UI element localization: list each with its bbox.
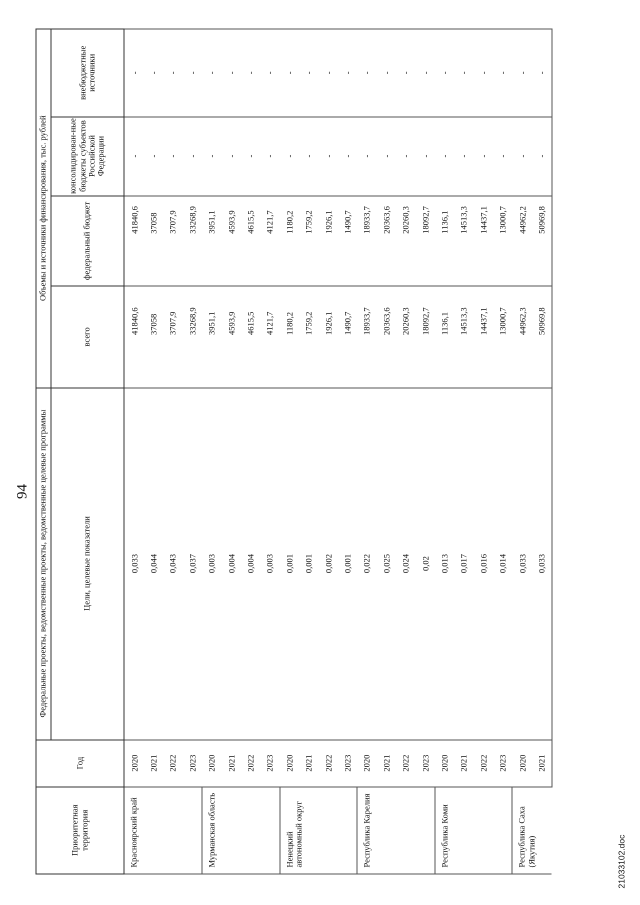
cell-total: 1759,2 — [299, 286, 318, 387]
cell-total: 4593,9 — [221, 286, 240, 387]
cell-target: 0,044 — [144, 388, 163, 740]
cell-target: 0,022 — [357, 388, 376, 740]
cell-total: 20260,3 — [396, 286, 415, 387]
funding-table — [36, 29, 553, 875]
page-number: 94 — [14, 484, 31, 499]
cell-territory: Мурманская область — [202, 787, 280, 874]
cell-extra: - — [124, 29, 144, 117]
cell-year: 2020 — [124, 740, 144, 787]
cell-target: 0,001 — [338, 388, 357, 740]
table-row — [260, 29, 279, 874]
cell-target: 0,033 — [124, 388, 144, 740]
cell-total: 33268,9 — [183, 286, 202, 387]
cell-regional: - — [493, 117, 512, 196]
table-row — [338, 29, 357, 874]
cell-extra: - — [493, 29, 512, 117]
cell-total: 37058 — [144, 286, 163, 387]
col-territory: Приоритетная территория — [36, 787, 124, 874]
table-row — [202, 29, 221, 874]
table-row — [454, 29, 473, 874]
cell-target: 0,033 — [532, 388, 552, 740]
table-row — [415, 29, 434, 874]
cell-federal: 37058 — [144, 196, 163, 287]
cell-regional: - — [183, 117, 202, 196]
cell-federal: 1136,1 — [435, 196, 454, 287]
cell-total: 1926,1 — [318, 286, 337, 387]
cell-federal: 4121,7 — [260, 196, 279, 287]
table-row — [163, 29, 182, 874]
cell-total: 1136,1 — [435, 286, 454, 387]
cell-total: 14513,3 — [454, 286, 473, 387]
table-row — [318, 29, 337, 874]
cell-federal: 14513,3 — [454, 196, 473, 287]
table-row — [377, 29, 396, 874]
cell-year: 2022 — [318, 740, 337, 787]
col-targets: Цели, целевые показатели — [51, 388, 124, 740]
cell-target: 0,02 — [415, 388, 434, 740]
cell-year: 2021 — [532, 740, 552, 787]
cell-federal: 20260,3 — [396, 196, 415, 287]
cell-year: 2020 — [202, 740, 221, 787]
cell-year: 2020 — [435, 740, 454, 787]
cell-extra: - — [318, 29, 337, 117]
cell-territory: Ненецкий автономный округ — [280, 787, 358, 874]
cell-extra: - — [260, 29, 279, 117]
cell-total: 20363,6 — [377, 286, 396, 387]
cell-total: 50969,8 — [532, 286, 552, 387]
cell-year: 2021 — [377, 740, 396, 787]
cell-total: 4121,7 — [260, 286, 279, 387]
cell-target: 0,017 — [454, 388, 473, 740]
cell-extra: - — [299, 29, 318, 117]
cell-extra: - — [202, 29, 221, 117]
table-row — [532, 29, 552, 874]
cell-federal: 20363,6 — [377, 196, 396, 287]
col-extra: внебюджетные источники — [51, 29, 124, 117]
cell-federal: 50969,8 — [532, 196, 552, 287]
cell-year: 2022 — [396, 740, 415, 787]
col-year: Год — [36, 740, 124, 787]
cell-extra: - — [221, 29, 240, 117]
cell-regional: - — [396, 117, 415, 196]
cell-regional: - — [202, 117, 221, 196]
cell-extra: - — [183, 29, 202, 117]
table-row — [396, 29, 415, 874]
cell-regional: - — [163, 117, 182, 196]
cell-year: 2021 — [299, 740, 318, 787]
footer-filename: 21033102.doc — [616, 834, 627, 889]
cell-extra: - — [377, 29, 396, 117]
cell-extra: - — [435, 29, 454, 117]
cell-extra: - — [144, 29, 163, 117]
cell-target: 0,003 — [202, 388, 221, 740]
cell-federal: 1180,2 — [280, 196, 299, 287]
cell-target: 0,033 — [512, 388, 531, 740]
cell-target: 0,025 — [377, 388, 396, 740]
cell-total: 1180,2 — [280, 286, 299, 387]
cell-extra: - — [357, 29, 376, 117]
cell-year: 2021 — [144, 740, 163, 787]
cell-year: 2023 — [493, 740, 512, 787]
cell-target: 0,002 — [318, 388, 337, 740]
col-federal: федеральный бюджет — [51, 196, 124, 287]
cell-total: 1490,7 — [338, 286, 357, 387]
cell-regional: - — [241, 117, 260, 196]
cell-total: 3707,9 — [163, 286, 182, 387]
cell-year: 2022 — [241, 740, 260, 787]
cell-regional: - — [221, 117, 240, 196]
cell-total: 44962,3 — [512, 286, 531, 387]
cell-federal: 18092,7 — [415, 196, 434, 287]
cell-federal: 41840,6 — [124, 196, 144, 287]
table-row — [124, 29, 144, 874]
cell-year: 2021 — [454, 740, 473, 787]
cell-target: 0,016 — [474, 388, 493, 740]
cell-year: 2020 — [280, 740, 299, 787]
cell-federal: 33268,9 — [183, 196, 202, 287]
table-row — [144, 29, 163, 874]
table-row — [241, 29, 260, 874]
cell-extra: - — [163, 29, 182, 117]
cell-total: 41840,6 — [124, 286, 144, 387]
cell-federal: 14437,1 — [474, 196, 493, 287]
cell-target: 0,043 — [163, 388, 182, 740]
cell-target: 0,013 — [435, 388, 454, 740]
table-row — [357, 29, 376, 874]
cell-total: 3951,1 — [202, 286, 221, 387]
cell-target: 0,001 — [280, 388, 299, 740]
cell-federal: 13000,7 — [493, 196, 512, 287]
cell-total: 18092,7 — [415, 286, 434, 387]
cell-federal: 1490,7 — [338, 196, 357, 287]
table-row — [512, 29, 531, 874]
cell-extra: - — [338, 29, 357, 117]
table-row — [435, 29, 454, 874]
cell-regional: - — [338, 117, 357, 196]
cell-regional: - — [357, 117, 376, 196]
cell-federal: 4615,5 — [241, 196, 260, 287]
cell-year: 2023 — [415, 740, 434, 787]
cell-federal: 18933,7 — [357, 196, 376, 287]
table-row — [493, 29, 512, 874]
cell-regional: - — [454, 117, 473, 196]
cell-total: 18933,7 — [357, 286, 376, 387]
cell-extra: - — [280, 29, 299, 117]
cell-target: 0,037 — [183, 388, 202, 740]
cell-target: 0,014 — [493, 388, 512, 740]
table-row — [183, 29, 202, 874]
cell-territory: Республика Саха (Якутия) — [512, 787, 551, 874]
cell-regional: - — [124, 117, 144, 196]
cell-target: 0,003 — [260, 388, 279, 740]
cell-year: 2022 — [163, 740, 182, 787]
cell-extra: - — [512, 29, 531, 117]
cell-federal: 1926,1 — [318, 196, 337, 287]
table-row — [221, 29, 240, 874]
cell-federal: 4593,9 — [221, 196, 240, 287]
cell-extra: - — [532, 29, 552, 117]
cell-extra: - — [454, 29, 473, 117]
cell-territory: Республика Карелия — [357, 787, 435, 874]
col-regional: консолидирован-ные бюджеты субъектов Российской Федерации — [51, 117, 124, 196]
table-row — [280, 29, 299, 874]
cell-year: 2023 — [338, 740, 357, 787]
cell-year: 2022 — [474, 740, 493, 787]
cell-regional: - — [474, 117, 493, 196]
table-row — [299, 29, 318, 874]
cell-federal: 1759,2 — [299, 196, 318, 287]
col-total: всего — [51, 286, 124, 387]
cell-federal: 3707,9 — [163, 196, 182, 287]
cell-regional: - — [299, 117, 318, 196]
col-group-projects: Федеральные проекты, ведомственные проекты, ведомственные целевые программы — [36, 388, 51, 740]
cell-year: 2023 — [183, 740, 202, 787]
cell-regional: - — [512, 117, 531, 196]
cell-extra: - — [396, 29, 415, 117]
cell-territory: Республика Коми — [435, 787, 513, 874]
cell-extra: - — [474, 29, 493, 117]
cell-regional: - — [260, 117, 279, 196]
cell-total: 4615,5 — [241, 286, 260, 387]
cell-extra: - — [415, 29, 434, 117]
cell-total: 14437,1 — [474, 286, 493, 387]
cell-total: 13000,7 — [493, 286, 512, 387]
table-row — [474, 29, 493, 874]
cell-year: 2020 — [512, 740, 531, 787]
cell-target: 0,004 — [241, 388, 260, 740]
cell-regional: - — [318, 117, 337, 196]
cell-federal: 3951,1 — [202, 196, 221, 287]
cell-target: 0,024 — [396, 388, 415, 740]
cell-year: 2023 — [260, 740, 279, 787]
cell-regional: - — [144, 117, 163, 196]
cell-federal: 44962,2 — [512, 196, 531, 287]
cell-regional: - — [377, 117, 396, 196]
cell-year: 2021 — [221, 740, 240, 787]
cell-target: 0,001 — [299, 388, 318, 740]
cell-target: 0,004 — [221, 388, 240, 740]
col-group-funding: Объемы и источники финансирования, тыс. рублей — [36, 29, 51, 388]
cell-year: 2020 — [357, 740, 376, 787]
cell-regional: - — [435, 117, 454, 196]
document-page — [1, 0, 640, 905]
cell-regional: - — [280, 117, 299, 196]
cell-regional: - — [415, 117, 434, 196]
cell-regional: - — [532, 117, 552, 196]
cell-extra: - — [241, 29, 260, 117]
cell-territory: Красноярский край — [124, 787, 202, 874]
